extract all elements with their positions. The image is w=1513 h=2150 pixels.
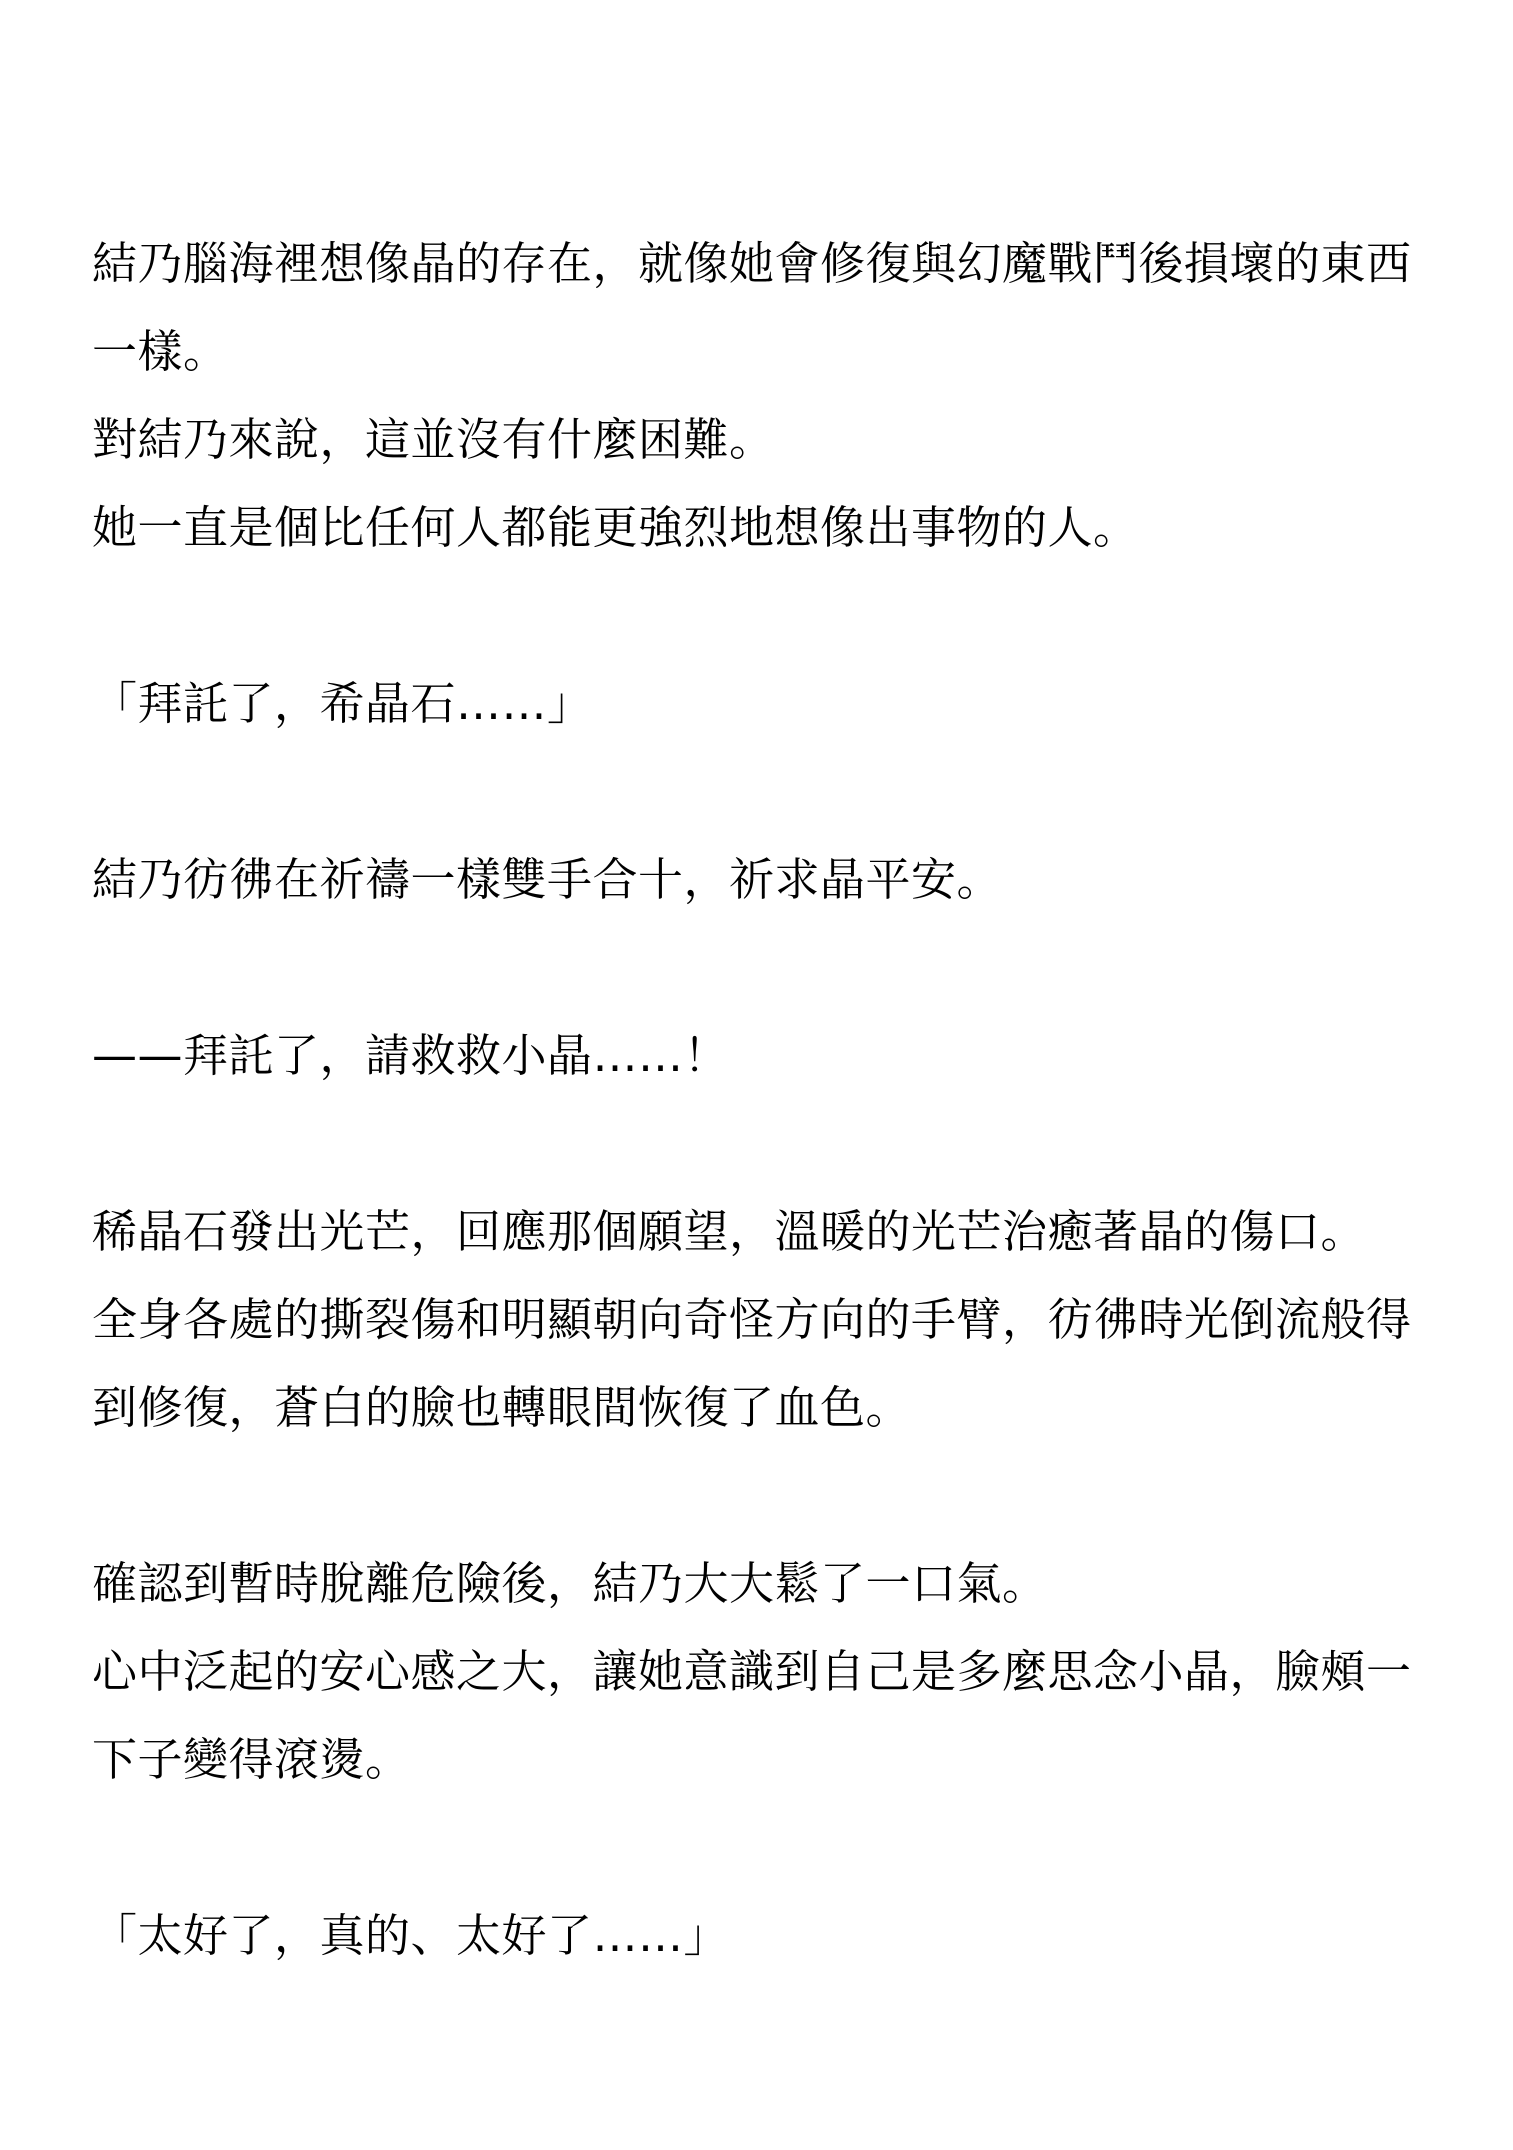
text-line: 她一直是個比任何人都能更強烈地想像出事物的人。 bbox=[92, 501, 1139, 554]
text-line: 對結乃來說，這並沒有什麼困難。 bbox=[92, 413, 775, 466]
text-line: 確認到暫時脫離危險後，結乃大大鬆了一口氣。 bbox=[92, 1557, 1048, 1610]
body-text bbox=[92, 220, 1432, 1980]
text-line: 結乃腦海裡想像晶的存在，就像她會修復與幻魔戰鬥後損壞的東西 bbox=[92, 237, 1412, 290]
paragraph-gap bbox=[92, 1100, 1432, 1188]
paragraph-gap bbox=[92, 1452, 1432, 1540]
paragraph-gap bbox=[92, 748, 1432, 836]
text-line: 稀晶石發出光芒，回應那個願望，溫暖的光芒治癒著晶的傷口。 bbox=[92, 1205, 1367, 1258]
dialogue-line: 「太好了，真的、太好了……」 bbox=[92, 1909, 730, 1962]
text-line: 結乃彷彿在祈禱一樣雙手合十，祈求晶平安。 bbox=[92, 853, 1003, 906]
paragraph-gap bbox=[92, 572, 1432, 660]
inner-thought-line: ——拜託了，請救救小晶……！ bbox=[92, 1029, 730, 1082]
paragraph-gap bbox=[92, 1804, 1432, 1892]
text-line: 到修復，蒼白的臉也轉眼間恢復了血色。 bbox=[92, 1381, 912, 1434]
dialogue-line: 「拜託了，希晶石……」 bbox=[92, 677, 593, 730]
text-line: 下子變得滾燙。 bbox=[92, 1733, 411, 1786]
text-line: 一樣。 bbox=[92, 325, 229, 378]
paragraph-gap bbox=[92, 924, 1432, 1012]
text-line: 心中泛起的安心感之大，讓她意識到自己是多麼思念小晶，臉頰一 bbox=[92, 1645, 1412, 1698]
text-line: 全身各處的撕裂傷和明顯朝向奇怪方向的手臂，彷彿時光倒流般得 bbox=[92, 1293, 1412, 1346]
